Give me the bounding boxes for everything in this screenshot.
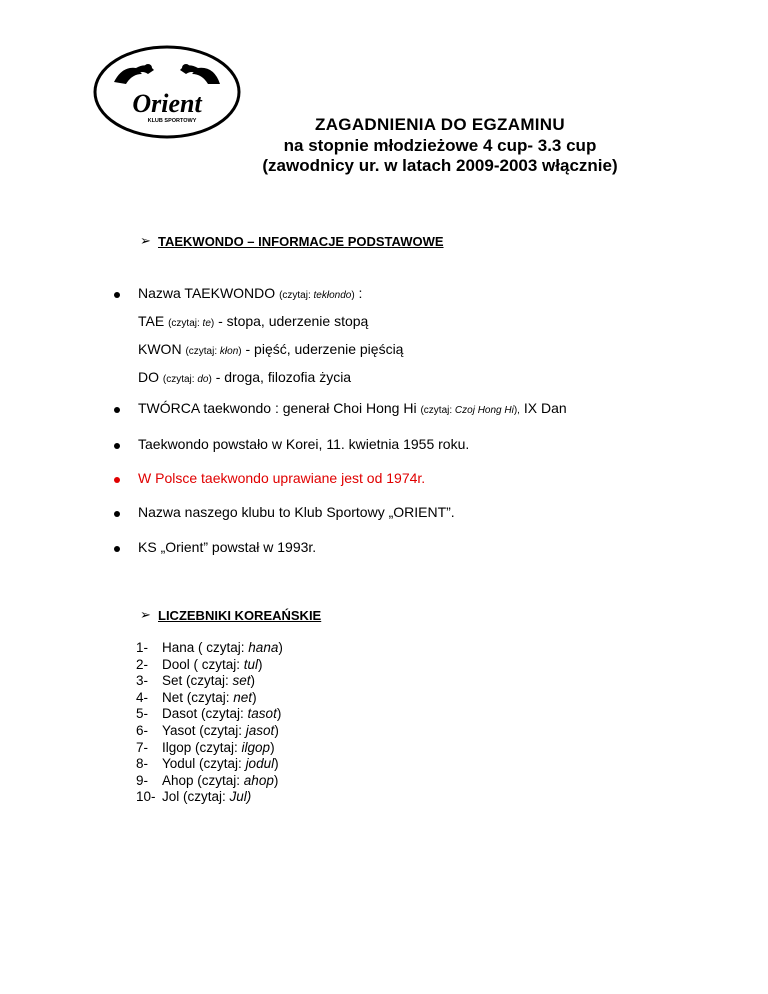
fact-founded: Taekwondo powstało w Korei, 11. kwietnia 1955 roku. (138, 436, 470, 452)
list-item: 7- Ilgop (czytaj: ilgop) (136, 739, 275, 755)
arrow-bullet-icon: ➢ (140, 233, 151, 248)
list-item: 3- Set (czytaj: set) (136, 673, 256, 689)
title-line-2: na stopnie młodzieżowe 4 cup- 3.3 cup (283, 136, 597, 155)
list-item: 10- Jol (czytaj: Jul) (136, 789, 252, 805)
club-logo (92, 44, 242, 140)
logo-subtitle: KLUB SPORTOWY (147, 118, 197, 124)
name-line: Nazwa TAEKWONDO (czytaj: tekłondo) : (138, 285, 363, 301)
list-item: 5- Dasot (czytaj: tasot) (136, 706, 282, 722)
bullet-icon (114, 292, 120, 298)
numerals-list (136, 640, 283, 806)
list-item: 9- Ahop (czytaj: ahop) (136, 772, 279, 788)
list-item: 2- Dool ( czytaj: tul) (136, 656, 263, 672)
part-tae: TAE (czytaj: te) - stopa, uderzenie stopą (138, 313, 369, 329)
logo-brand: Orient (132, 89, 202, 118)
title-line-1: ZAGADNIENIA DO EGZAMINU (315, 115, 565, 134)
bullet-icon (114, 511, 120, 517)
title-line-3: (zawodnicy ur. w latach 2009-2003 włącznie) (262, 156, 618, 175)
fact-poland: W Polsce taekwondo uprawiane jest od 1974r. (138, 470, 426, 486)
list-item: 4- Net (czytaj: net) (136, 689, 257, 705)
list-item: 8- Yodul (czytaj: jodul) (136, 756, 279, 772)
list-item: 1- Hana ( czytaj: hana) (136, 640, 283, 655)
section-heading-numerals: LICZEBNIKI KOREAŃSKIE (158, 608, 322, 623)
part-do: DO (czytaj: do) - droga, filozofia życia (138, 369, 352, 385)
bullet-icon (114, 477, 120, 483)
creator-line: TWÓRCA taekwondo : generał Choi Hong Hi (czytaj: Czoj Hong Hi), IX Dan (138, 400, 567, 416)
part-kwon: KWON (czytaj: kłon) - pięść, uderzenie pięścią (138, 341, 404, 357)
section-heading-basics: TAEKWONDO – INFORMACJE PODSTAWOWE (158, 234, 444, 249)
bullet-icon (114, 407, 120, 413)
arrow-bullet-icon: ➢ (140, 607, 151, 622)
fact-club-name: Nazwa naszego klubu to Klub Sportowy „ORIENT”. (138, 504, 455, 520)
bullet-icon (114, 546, 120, 552)
bullet-icon (114, 443, 120, 449)
list-item: 6- Yasot (czytaj: jasot) (136, 722, 279, 738)
fact-club-founded: KS „Orient” powstał w 1993r. (138, 539, 317, 555)
